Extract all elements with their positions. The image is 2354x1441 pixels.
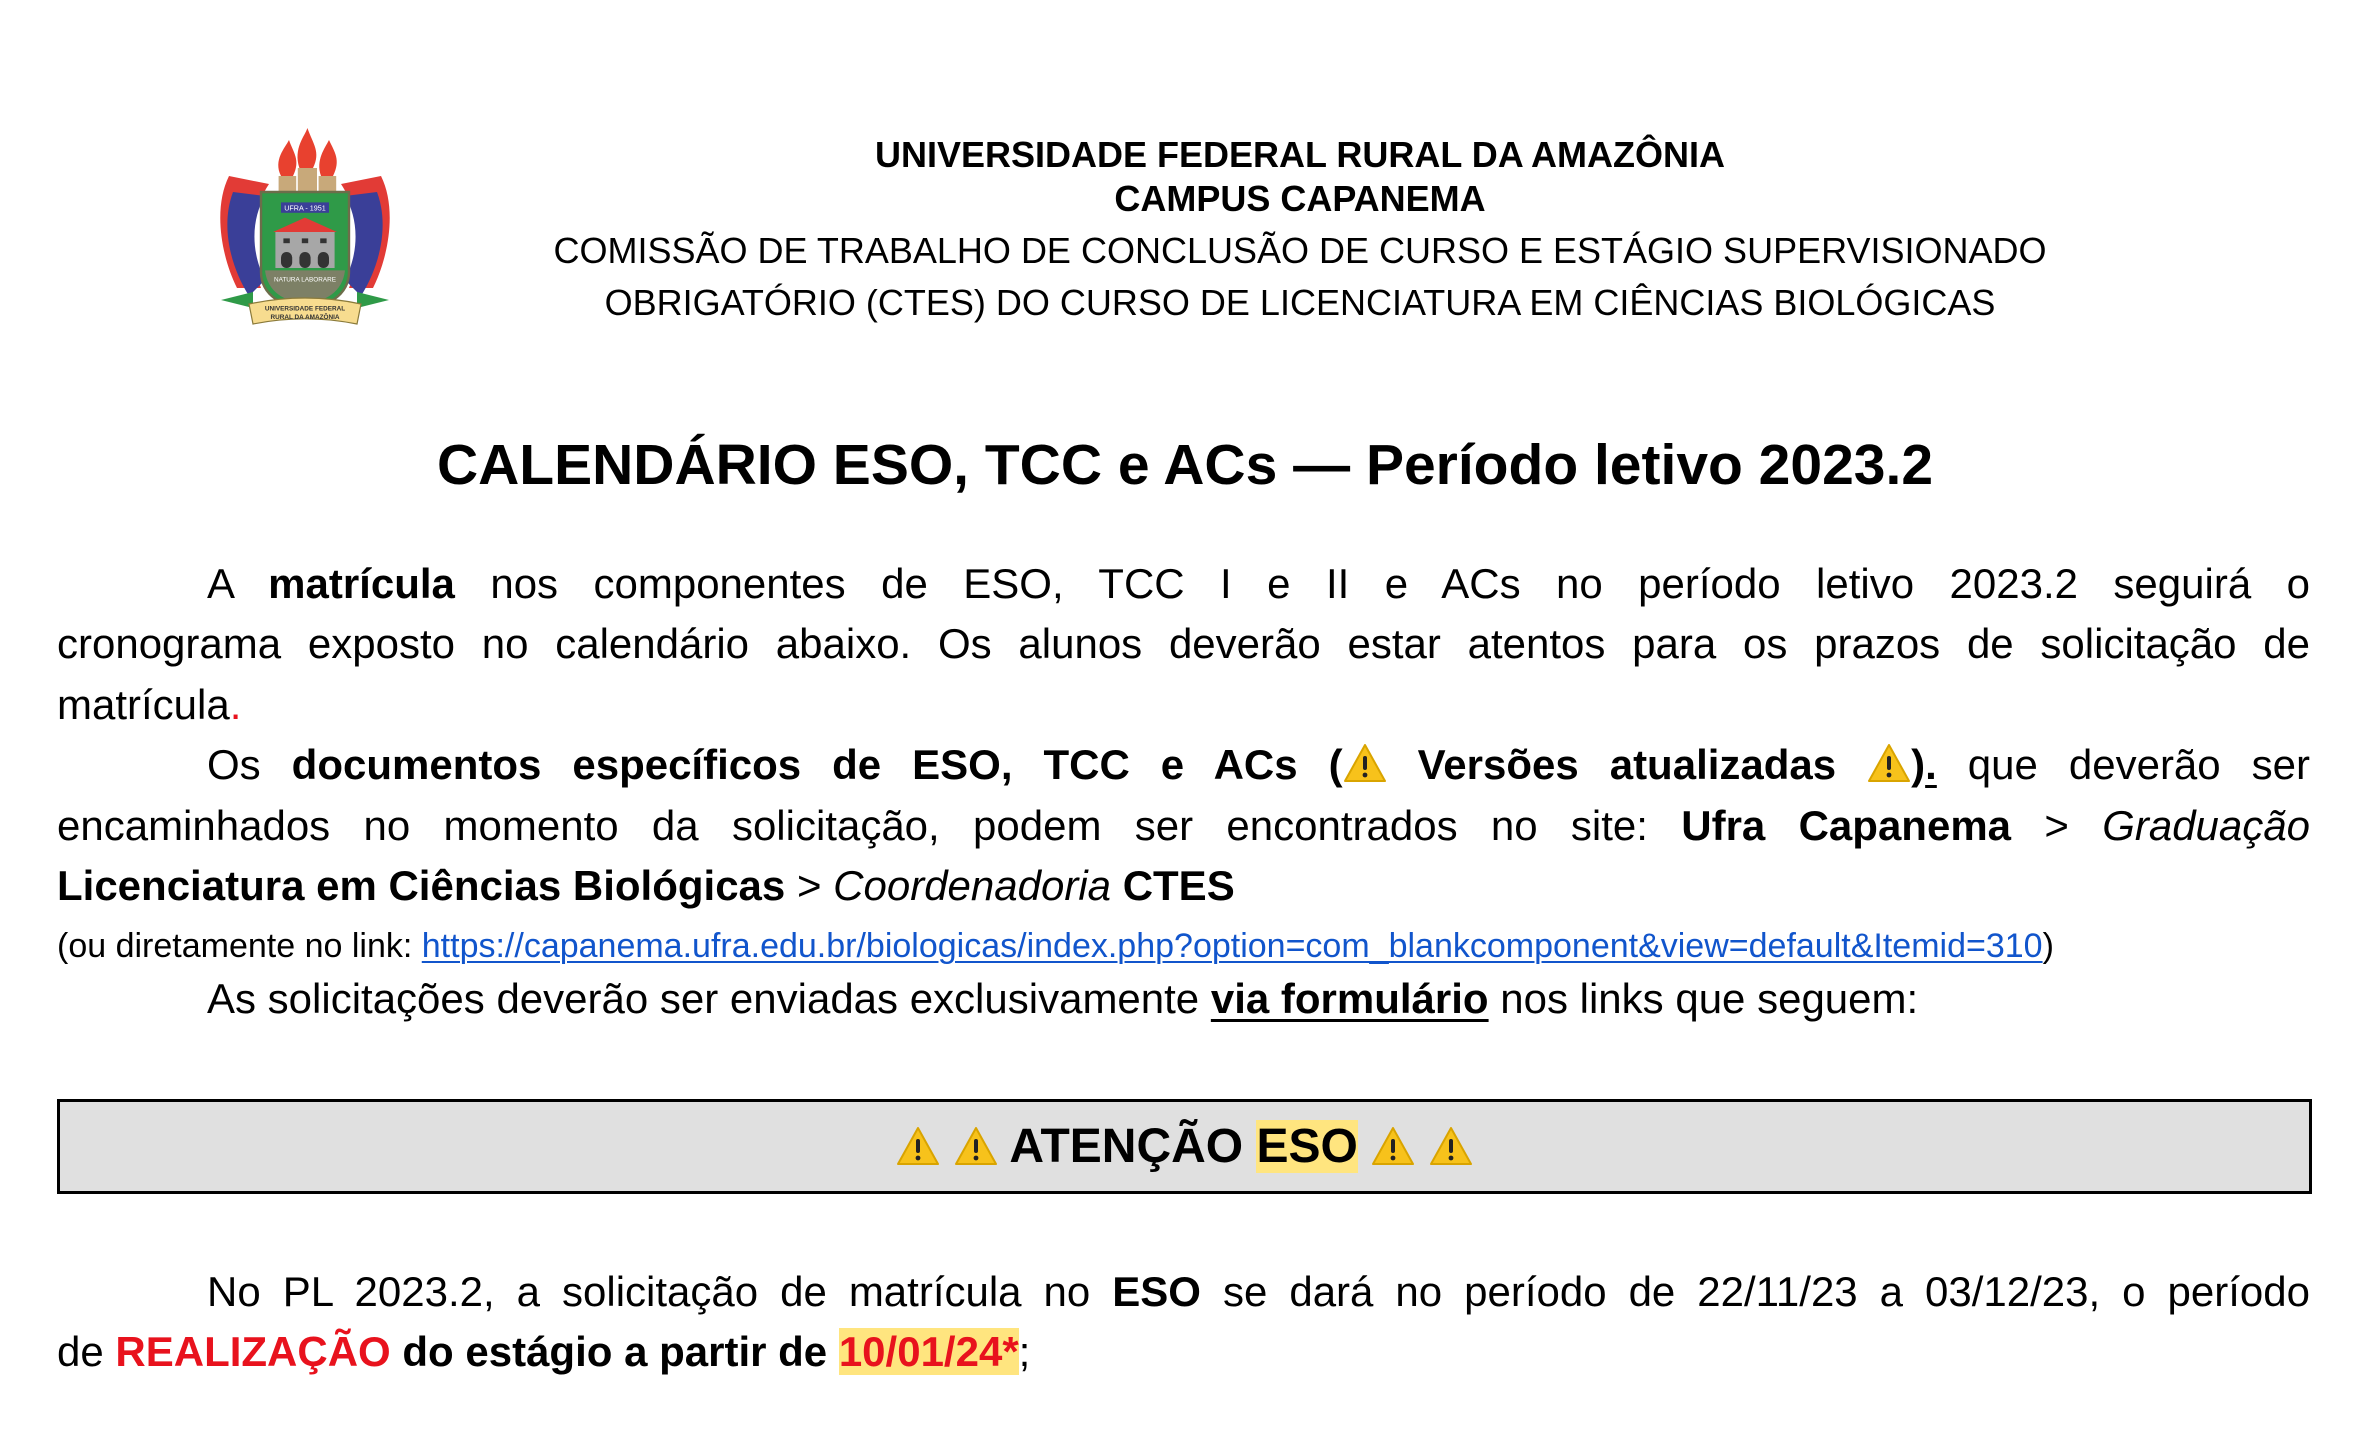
text: No PL 2023.2, a solicitação de matrícula no	[207, 1268, 1113, 1315]
text: Os	[207, 741, 292, 788]
paragraph-enrollment	[57, 559, 2310, 609]
warning-icon	[896, 1126, 940, 1166]
document-title: CALENDÁRIO ESO, TCC e ACs — Período letivo 2023.2	[436, 433, 1934, 497]
bold-text: documentos específicos de ESO, TCC e ACs (	[291, 741, 1343, 788]
paragraph-forms	[57, 974, 2310, 1024]
bold-text: via formulário	[1210, 975, 1489, 1022]
commission-line-1: COMISSÃO DE TRABALHO DE CONCLUSÃO DE CURSO E ESTÁGIO SUPERVISIONADO	[553, 230, 2047, 271]
text: ;	[1018, 1328, 1031, 1375]
bold-text: Versões atualizadas	[1386, 741, 1868, 788]
text: (ou diretamente no link:	[57, 927, 422, 965]
text: encaminhados no momento da solicitação, podem ser encontrados no site:	[57, 802, 1682, 849]
paragraph-line	[57, 861, 2310, 911]
text: nos links que seguem:	[1488, 975, 1919, 1022]
svg-text:RURAL DA AMAZÔNIA: RURAL DA AMAZÔNIA	[270, 314, 340, 322]
paragraph-line	[57, 680, 2310, 730]
start-date: 10/01/24*	[838, 1328, 1019, 1375]
university-name: UNIVERSIDADE FEDERAL RURAL DA AMAZÔNIA	[874, 134, 1726, 175]
italic-text: Graduação	[2102, 802, 2310, 849]
warning-icon	[1429, 1126, 1473, 1166]
text: que deverão ser	[1936, 741, 2310, 788]
text: )	[2042, 927, 2054, 965]
university-logo	[205, 112, 405, 352]
text: As solicitações deverão ser enviadas exclusivamente	[207, 975, 1211, 1022]
paragraph-documents	[57, 740, 2310, 790]
bold-text: CTES	[1111, 862, 1235, 909]
commission-line-2: OBRIGATÓRIO (CTES) DO CURSO DE LICENCIATURA EM CIÊNCIAS BIOLÓGICAS	[604, 282, 1996, 323]
text: >	[785, 862, 834, 909]
warning-icon	[1371, 1126, 1415, 1166]
paragraph-line	[57, 801, 2310, 851]
bold-text: ESO	[1112, 1268, 1201, 1315]
paragraph-eso-period	[57, 1267, 2310, 1317]
bold-text: do estágio a partir de	[390, 1328, 839, 1375]
paragraph-line	[57, 1327, 2310, 1377]
bold-text: Licenciatura em Ciências Biológicas	[57, 862, 786, 909]
svg-text:UNIVERSIDADE FEDERAL: UNIVERSIDADE FEDERAL	[264, 305, 346, 313]
svg-text:NATURA LABORARE: NATURA LABORARE	[273, 276, 337, 284]
bold-text: )	[1911, 741, 1926, 788]
paragraph-line: cronograma exposto no calendário abaixo. Os alunos deverão estar atentos para os prazos de solicitação de	[57, 620, 2310, 667]
attention-label: ATENÇÃO	[1009, 1120, 1257, 1173]
text: A	[207, 560, 269, 607]
realizacao-text: REALIZAÇÃO	[115, 1328, 391, 1375]
warning-icon	[1867, 743, 1911, 783]
attention-eso-banner	[57, 1099, 2312, 1194]
campus-name: CAMPUS CAPANEMA	[1114, 178, 1486, 219]
site-name: Ufra Capanema	[1681, 802, 2012, 849]
bold-text: .	[1925, 741, 1937, 788]
ctes-documents-link[interactable]: https://capanema.ufra.edu.br/biologicas/index.php?option=com_blankcomponent&view=default&Itemid=310	[421, 927, 2043, 965]
italic-text: Coordenadoria	[833, 862, 1112, 909]
red-dot: .	[229, 681, 242, 728]
text: nos componentes de ESO, TCC I e II e ACs no período letivo 2023.2 seguirá o	[454, 560, 2310, 607]
svg-text:UFRA - 1951: UFRA - 1951	[284, 203, 326, 213]
text: >	[2011, 802, 2103, 849]
highlight-eso: ESO	[1256, 1120, 1358, 1173]
bold-text: matrícula	[268, 560, 455, 607]
text: de	[57, 1328, 116, 1375]
text: se dará no período de 22/11/23 a 03/12/23, o período	[1200, 1268, 2310, 1315]
link-line	[57, 921, 2310, 971]
warning-icon	[1343, 743, 1387, 783]
warning-icon	[954, 1126, 998, 1166]
text: matrícula	[57, 681, 230, 728]
